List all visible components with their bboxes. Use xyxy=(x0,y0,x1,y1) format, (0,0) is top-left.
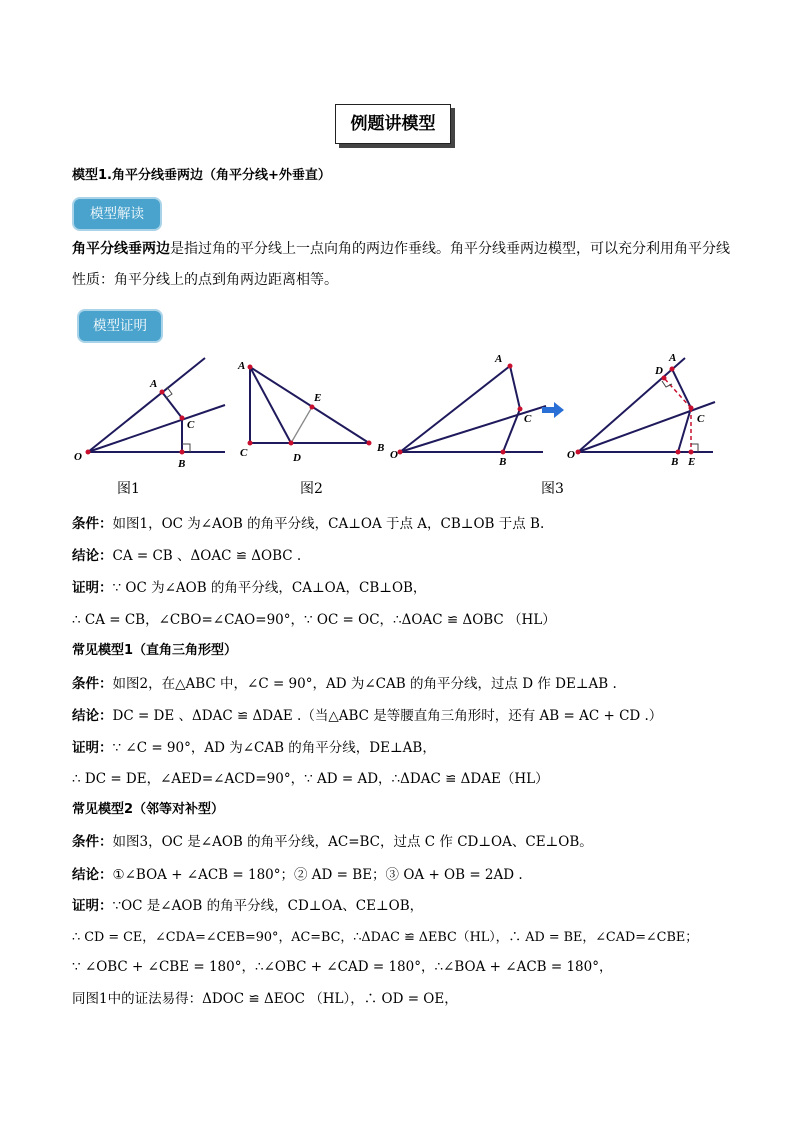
line-conclusion-1: 结论：CA = CB 、ΔOAC ≌ ΔOBC . xyxy=(72,548,302,564)
fig1-label-o: O xyxy=(74,451,82,463)
line-proof-1b: ∴ CA = CB，∠CBO=∠CAO=90°，∵ OC = OC，∴ΔOAC ≌ ΔOBC （HL） xyxy=(72,612,556,628)
fig3a-label-a: A xyxy=(495,353,503,365)
intro-term: 角平分线垂两边 xyxy=(72,241,170,257)
line-proof-3d: 同图1中的证法易得：ΔDOC ≌ ΔEOC （HL），∴ OD = OE， xyxy=(72,991,458,1007)
fig3b-label-a: A xyxy=(669,352,677,364)
fig3b-label-o: O xyxy=(567,449,575,461)
fig2-side-ab xyxy=(250,367,369,443)
model1-heading: 模型1.角平分线垂两边（角平分线+外垂直） xyxy=(72,168,331,183)
page-title: 例题讲模型 xyxy=(335,104,451,144)
common-model-1-heading: 常见模型1（直角三角形型） xyxy=(72,643,238,658)
figure-2 xyxy=(234,355,394,465)
line-proof-2: 证明：∵ ∠C = 90°，AD 为∠CAB 的角平分线，DE⊥AB， xyxy=(72,740,436,756)
figure-1 xyxy=(70,350,230,475)
fig3a-ray-oa xyxy=(400,366,510,452)
fig2-label-e: E xyxy=(314,392,322,404)
fig3b-label-e: E xyxy=(688,456,696,468)
fig1-caption: 图1 xyxy=(117,481,140,497)
fig1-ray-oa xyxy=(88,358,205,452)
figure-3-left xyxy=(388,350,548,470)
line-proof-3: 证明：∵OC 是∠AOB 的角平分线，CD⊥OA、CE⊥OB， xyxy=(72,898,424,914)
pill-model-reading: 模型解读 xyxy=(74,199,160,229)
fig2-caption: 图2 xyxy=(300,481,323,497)
fig3a-label-o: O xyxy=(390,449,398,461)
fig3a-segment-ac xyxy=(510,366,520,409)
fig3a-label-b: B xyxy=(499,456,507,468)
fig3b-label-c: C xyxy=(697,413,705,425)
line-proof-2b: ∴ DC = DE，∠AED=∠ACD=90°，∵ AD = AD，∴ΔDAC ≌ ΔDAE（HL） xyxy=(72,771,549,787)
fig2-segment-de xyxy=(291,407,312,443)
line-proof-1: 证明：∵ OC 为∠AOB 的角平分线，CA⊥OA，CB⊥OB， xyxy=(72,580,427,596)
fig1-ray-oc xyxy=(88,405,225,452)
fig2-label-c: C xyxy=(240,447,248,459)
fig3a-label-c: C xyxy=(524,413,532,425)
line-conclusion-3: 结论：①∠BOA + ∠ACB = 180°；② AD = BE；③ OA + OB = 2AD . xyxy=(72,867,523,883)
fig3b-segment-ac xyxy=(672,369,691,408)
fig3a-segment-cb xyxy=(503,409,520,452)
fig2-label-a: A xyxy=(238,360,246,372)
fig2-label-d: D xyxy=(293,452,301,464)
fig1-label-a: A xyxy=(150,378,158,390)
fig3b-label-b: B xyxy=(671,456,679,468)
line-condition-2: 条件：如图2，在△ABC 中，∠C = 90°，AD 为∠CAB 的角平分线，过点 D 作 DE⊥AB . xyxy=(72,676,617,692)
fig1-segment-ca xyxy=(162,392,182,418)
line-condition-3: 条件：如图3，OC 是∠AOB 的角平分线，AC=BC，过点 C 作 CD⊥OA、CE⊥OB。 xyxy=(72,834,593,850)
fig3-caption: 图3 xyxy=(541,481,564,497)
fig3b-ray-oa xyxy=(578,358,685,452)
line-proof-3b: ∴ CD = CE，∠CDA=∠CEB=90°，AC=BC，∴ΔDAC ≌ ΔEBC（HL），∴ AD = BE，∠CAD=∠CBE； xyxy=(72,930,698,945)
arrow-right-icon xyxy=(540,400,566,420)
line-condition-1: 条件：如图1，OC 为∠AOB 的角平分线，CA⊥OA 于点 A，CB⊥OB 于点 B. xyxy=(72,516,545,532)
fig1-label-b: B xyxy=(178,458,186,470)
figure-3-right xyxy=(565,350,720,470)
intro-text: 是指过角的平分线上一点向角的两边作垂线。角平分线垂两边模型，可以充分利用角平分线性质：角平分线上的点到角两边距离相等。 xyxy=(72,241,730,288)
intro-paragraph xyxy=(72,234,732,296)
fig1-label-c: C xyxy=(187,419,195,431)
fig3b-label-d: D xyxy=(655,365,663,377)
fig2-bisector-ad xyxy=(250,367,291,443)
fig2-label-b: B xyxy=(377,442,385,454)
line-conclusion-2: 结论：DC = DE 、ΔDAC ≌ ΔDAE .（当△ABC 是等腰直角三角形时，还有 AB = AC + CD .） xyxy=(72,708,663,724)
line-proof-3c: ∵ ∠OBC + ∠CBE = 180°，∴∠OBC + ∠CAD = 180°，∴∠BOA + ∠ACB = 180°， xyxy=(72,959,613,975)
pill-model-proof: 模型证明 xyxy=(79,311,161,341)
common-model-2-heading: 常见模型2（邻等对补型） xyxy=(72,802,225,817)
